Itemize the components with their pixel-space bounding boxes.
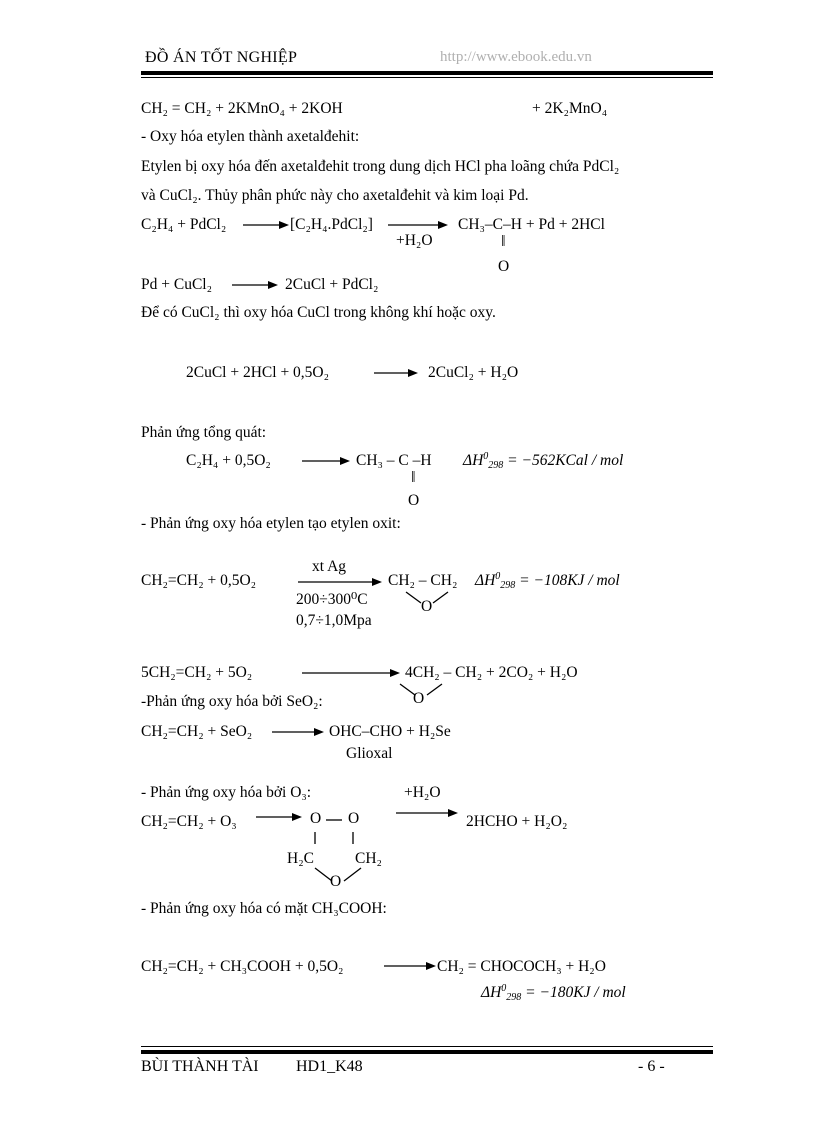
ozonide-h2c: H₂C <box>287 850 314 867</box>
section-ethylene-oxide: - Phản ứng oxy hóa etylen tạo etylen oxit: <box>141 515 401 532</box>
enthalpy-value: = −108KJ / mol <box>519 572 620 589</box>
enthalpy-value: = −562KCal / mol <box>507 452 624 469</box>
enthalpy-sub: 298 <box>488 460 504 471</box>
paragraph-line-2: và CuCl₂. Thủy phân phức này cho axetalđehit và kim loại Pd. <box>141 187 529 204</box>
reaction-kmno4-left: CH₂ = CH₂ + 2KMnO₄ + 2KOH <box>141 100 343 117</box>
arrow-icon <box>384 959 436 973</box>
reaction-overall-oxygen: O <box>408 492 420 509</box>
reaction-kmno4-right: + 2K₂MnO₄ <box>532 100 608 117</box>
enthalpy-symbol: ΔH <box>463 452 484 469</box>
reaction-overall-reactants: C₂H₄ + 0,5O₂ <box>186 452 271 469</box>
enthalpy-sup: 0 <box>495 571 501 582</box>
section-overall: Phản ứng tổng quát: <box>141 424 267 441</box>
arrow-icon <box>388 218 448 232</box>
section-ozone: - Phản ứng oxy hóa bởi O₃: <box>141 784 312 801</box>
arrow-icon <box>298 575 382 589</box>
reaction-eo-oxygen: O <box>421 598 433 615</box>
reaction-combustion-reactants: 5CH₂=CH₂ + 5O₂ <box>141 664 253 681</box>
reaction-cucl2-reactants: Pd + CuCl₂ <box>141 276 212 293</box>
reaction-cucl-products: 2CuCl₂ + H₂O <box>428 364 519 381</box>
header-title: ĐỒ ÁN TỐT NGHIỆP <box>145 49 298 66</box>
ozonide-oxygen-2: O <box>348 810 360 827</box>
reaction-pd-condition: +H₂O <box>396 232 433 249</box>
reaction-overall-product: CH₃ – C –H <box>356 452 432 469</box>
double-bond-symbol: ‖ <box>501 233 506 250</box>
reaction-ozone-products: 2HCHO + H₂O₂ <box>466 813 568 830</box>
enthalpy-symbol: ΔH <box>481 984 502 1001</box>
header-rule <box>141 71 713 75</box>
reaction-eo-reactants: CH₂=CH₂ + 0,5O₂ <box>141 572 257 589</box>
arrow-icon <box>302 666 400 680</box>
arrow-icon <box>272 725 324 739</box>
ozonide-oxygen-1: O <box>310 810 322 827</box>
arrow-icon <box>243 218 289 232</box>
enthalpy-symbol: ΔH <box>475 572 496 589</box>
footer-rule-thin <box>141 1046 713 1047</box>
paragraph-cucl-oxidation: Để có CuCl₂ thì oxy hóa CuCl trong không khí hoặc oxy. <box>141 304 496 321</box>
enthalpy-sub: 298 <box>500 580 516 591</box>
reaction-cucl-reactants: 2CuCl + 2HCl + 0,5O₂ <box>186 364 330 381</box>
reaction-eo-product: CH₂ – CH₂ <box>388 572 458 589</box>
reaction-seo2-product-name: Glioxal <box>346 745 393 762</box>
header-url: http://www.ebook.edu.vn <box>440 49 592 65</box>
section-acetic-acid: - Phản ứng oxy hóa có mặt CH₃COOH: <box>141 900 387 917</box>
reaction-seo2-reactants: CH₂=CH₂ + SeO₂ <box>141 723 253 740</box>
footer-rule <box>141 1050 713 1054</box>
reaction-vinyl-acetate-products: CH₂ = CHOCOCH₃ + H₂O <box>437 958 606 975</box>
double-bond-symbol: ‖ <box>411 469 416 486</box>
reaction-pd-complex: [C₂H₄.PdCl₂] <box>290 216 373 233</box>
reaction-eo-pressure: 0,7÷1,0Mpa <box>296 612 372 629</box>
reaction-eo-temperature: 200÷300⁰C <box>296 591 368 608</box>
arrow-icon <box>396 806 458 820</box>
reaction-vinyl-acetate-reactants: CH₂=CH₂ + CH₃COOH + 0,5O₂ <box>141 958 344 975</box>
reaction-ozone-reactants: CH₂=CH₂ + O₃ <box>141 813 237 830</box>
enthalpy-sub: 298 <box>506 992 522 1003</box>
enthalpy-overall <box>463 452 623 470</box>
section-acetaldehyde: - Oxy hóa etylen thành axetalđehit: <box>141 128 360 145</box>
arrow-icon <box>302 454 350 468</box>
enthalpy-sup: 0 <box>501 983 507 994</box>
reaction-seo2-products: OHC–CHO + H₂Se <box>329 723 451 740</box>
enthalpy-vinyl-acetate <box>481 984 626 1002</box>
section-seo2: -Phản ứng oxy hóa bởi SeO₂: <box>141 693 323 710</box>
reaction-pd-reactants: C₂H₄ + PdCl₂ <box>141 216 227 233</box>
arrow-icon <box>256 810 302 824</box>
reaction-pd-oxygen: O <box>498 258 510 275</box>
arrow-icon <box>232 278 278 292</box>
reaction-ozone-condition: +H₂O <box>404 784 441 801</box>
paragraph-line-1: Etylen bị oxy hóa đến axetalđehit trong dung dịch HCl pha loãng chứa PdCl₂ <box>141 158 620 175</box>
footer-page-number: - 6 - <box>638 1058 665 1075</box>
reaction-cucl2-products: 2CuCl + PdCl₂ <box>285 276 379 293</box>
footer-class: HD1_K48 <box>296 1058 363 1075</box>
ozonide-ch2: CH₂ <box>355 850 382 867</box>
reaction-combustion-oxygen: O <box>413 690 425 707</box>
reaction-pd-products: CH₃–C–H + Pd + 2HCl <box>458 216 605 233</box>
header-rule-thin <box>141 77 713 78</box>
enthalpy-value: = −180KJ / mol <box>525 984 626 1001</box>
enthalpy-eo <box>475 572 620 590</box>
enthalpy-sup: 0 <box>483 451 489 462</box>
reaction-combustion-products: 4CH₂ – CH₂ + 2CO₂ + H₂O <box>405 664 578 681</box>
ozonide-oxygen-3: O <box>330 873 342 890</box>
reaction-eo-catalyst: xt Ag <box>312 558 347 575</box>
arrow-icon <box>374 366 418 380</box>
footer-author: BÙI THÀNH TÀI <box>141 1058 259 1075</box>
